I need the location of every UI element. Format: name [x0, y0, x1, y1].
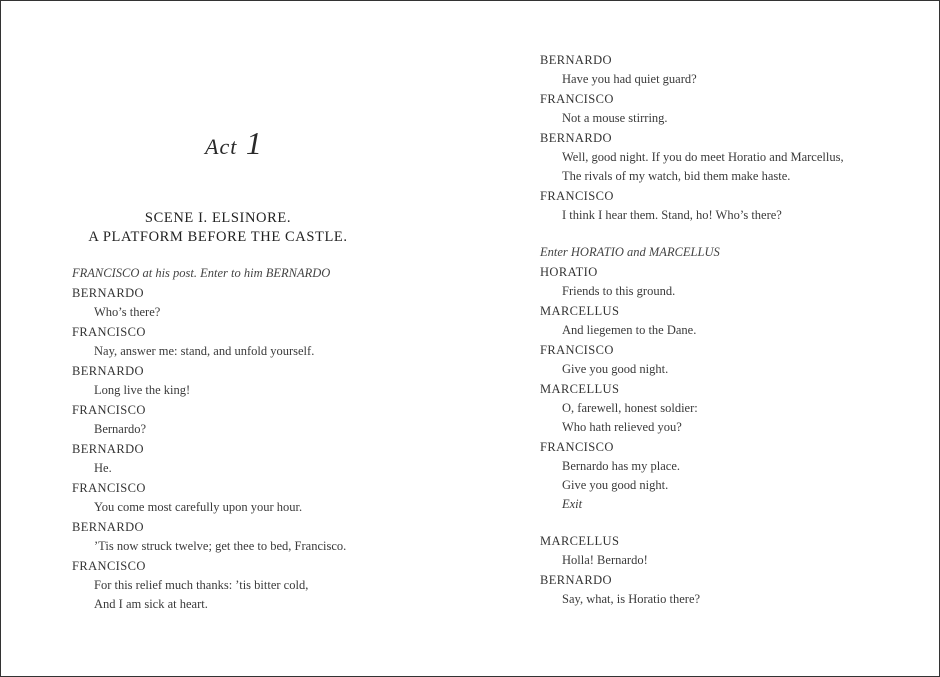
speech-block [540, 262, 920, 301]
speaker-name: MARCELLUS [540, 382, 620, 396]
dialogue-line: Who hath relieved you? [562, 420, 682, 434]
speaker-name: BERNARDO [72, 286, 144, 300]
speaker-name: BERNARDO [72, 442, 144, 456]
stage-direction: Enter HORATIO and MARCELLUS [540, 245, 720, 259]
dialogue-line: Nay, answer me: stand, and unfold yourself. [94, 344, 315, 358]
speech-block [72, 361, 432, 400]
act-title [205, 125, 263, 162]
dialogue-line: Say, what, is Horatio there? [562, 592, 701, 606]
dialogue-line: I think I hear them. Stand, ho! Who’s there? [562, 208, 782, 222]
speech-block [540, 570, 920, 609]
speaker-name: FRANCISCO [72, 481, 146, 495]
speech-block [540, 340, 920, 379]
speech-block [540, 301, 920, 340]
exit-direction: Exit [562, 497, 583, 511]
scene-title [1, 209, 433, 247]
dialogue-line: Long live the king! [94, 383, 191, 397]
speaker-name: FRANCISCO [72, 559, 146, 573]
speaker-name: FRANCISCO [72, 325, 146, 339]
scene-title-line-1: SCENE I. ELSINORE. [144, 210, 292, 226]
dialogue-line: Friends to this ground. [562, 284, 676, 298]
act-number: 1 [245, 125, 263, 161]
dialogue-line: Have you had quiet guard? [562, 72, 697, 86]
speech-block [540, 128, 920, 186]
right-page-dialogue [540, 50, 920, 609]
speaker-name: FRANCISCO [72, 403, 146, 417]
scene-title-line-2: A PLATFORM BEFORE THE CASTLE. [88, 229, 348, 245]
left-page-dialogue [72, 263, 432, 614]
speaker-name: FRANCISCO [540, 440, 614, 454]
speech-block [72, 478, 432, 517]
speech-block [72, 283, 432, 322]
speech-block [540, 437, 920, 514]
speaker-name: BERNARDO [540, 53, 612, 67]
right-speeches-b [540, 262, 920, 514]
dialogue-line: The rivals of my watch, bid them make haste. [562, 169, 791, 183]
dialogue-line: Give you good night. [562, 362, 669, 376]
speech-block [540, 379, 920, 437]
dialogue-line: You come most carefully upon your hour. [94, 500, 303, 514]
speaker-name: MARCELLUS [540, 534, 620, 548]
right-speeches-a [540, 50, 920, 225]
dialogue-line: Who’s there? [94, 305, 161, 319]
dialogue-line: O, farewell, honest soldier: [562, 401, 698, 415]
dialogue-line: Bernardo has my place. [562, 459, 681, 473]
speaker-name: FRANCISCO [540, 92, 614, 106]
dialogue-line: Holla! Bernardo! [562, 553, 648, 567]
speech-block [72, 322, 432, 361]
speech-block [72, 439, 432, 478]
dialogue-line: ’Tis now struck twelve; get thee to bed, Francisco. [94, 539, 347, 553]
speech-block [72, 517, 432, 556]
left-speeches [72, 283, 432, 614]
stage-direction: FRANCISCO at his post. Enter to him BERNARDO [72, 266, 331, 280]
speaker-name: BERNARDO [540, 131, 612, 145]
dialogue-line: And I am sick at heart. [94, 597, 208, 611]
speaker-name: MARCELLUS [540, 304, 620, 318]
speaker-name: BERNARDO [72, 520, 144, 534]
dialogue-line: Not a mouse stirring. [562, 111, 668, 125]
speech-block [540, 50, 920, 89]
speaker-name: BERNARDO [540, 573, 612, 587]
act-label: Act [205, 134, 238, 159]
speech-block [540, 89, 920, 128]
right-speeches-c [540, 531, 920, 609]
speech-block [72, 400, 432, 439]
dialogue-line: Well, good night. If you do meet Horatio and Marcellus, [562, 150, 844, 164]
speech-block [72, 556, 432, 614]
dialogue-line: Bernardo? [94, 422, 147, 436]
speaker-name: FRANCISCO [540, 189, 614, 203]
dialogue-line: And liegemen to the Dane. [562, 323, 697, 337]
dialogue-line: Give you good night. [562, 478, 669, 492]
dialogue-line: He. [94, 461, 112, 475]
speech-block [540, 531, 920, 570]
speaker-name: FRANCISCO [540, 343, 614, 357]
dialogue-line: For this relief much thanks: ’tis bitter cold, [94, 578, 309, 592]
speaker-name: HORATIO [540, 265, 598, 279]
speech-block [540, 186, 920, 225]
speaker-name: BERNARDO [72, 364, 144, 378]
